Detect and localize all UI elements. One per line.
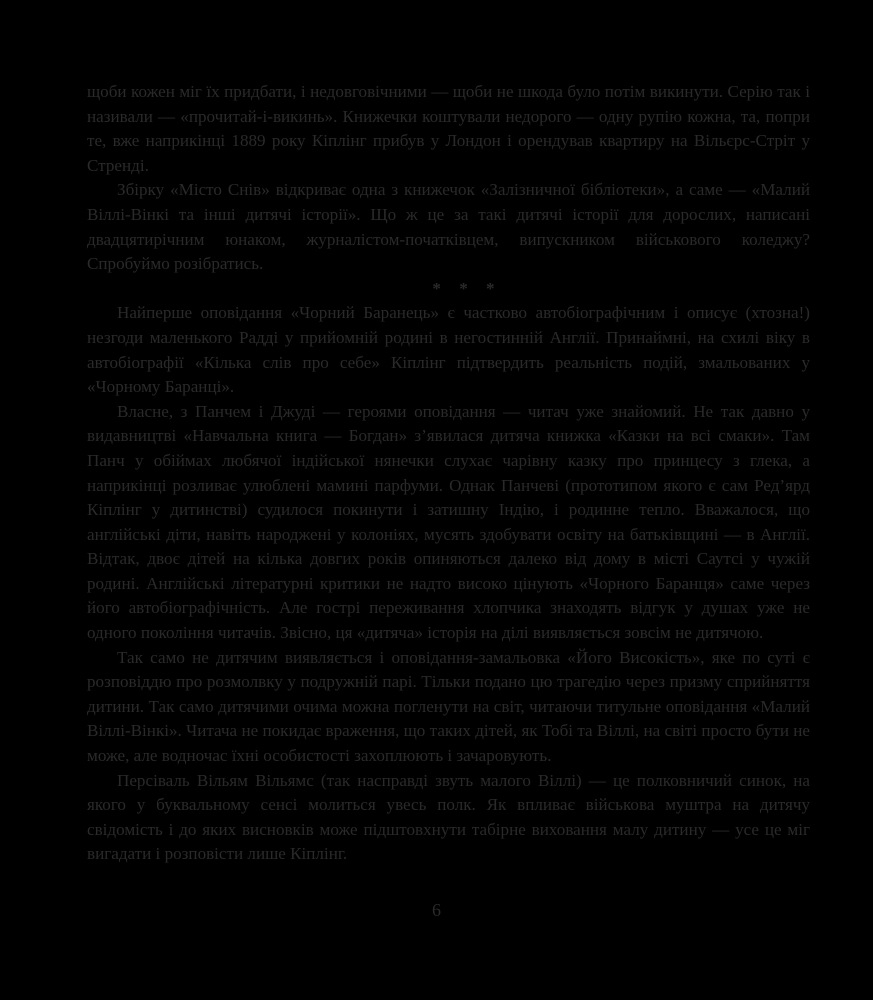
paragraph: Персіваль Вільям Вільямс (так насправді звуть малого Віллі) — це полковничий синок, на якого у буквальному сенсі молиться увесь полк. Як впливає військова муштра на дитячу свідомість і до яких висновків може підштовхнути табірне виховання малу дитину — усе це міг вигадати і розповісти лише Кіплінг.	[87, 770, 810, 864]
paragraph: Так само не дитячим виявляється і оповідання-замальовка «Його Високість», яке по суті є розповіддю про розмолвку у подружній парі. Тільки подано цю трагедію через призму сприйняття дитини. Так само дитячими очима можна погленути на світ, читаючи титульне оповідання «Малий Віллі-Вінкі». Читача не покидає враження, що таких дітей, як Тобі та Віллі, на світі просто бути не може, але водночас їхні особистості захоплюють і зачаровують.	[87, 647, 810, 766]
section-separator: * * *	[432, 278, 502, 298]
paragraph: щоби кожен міг їх придбати, і недовговічними — щоби не шкода було потім викинути. Серію так і називали — «прочитай-і-викинь». Книжечки коштували недорого — одну рупію кожна, та, попри те, вже наприкінці 1889 року Кіплінг прибув у Лондон і орендував квартиру на Вільєрс-Стріт у Стренді.	[87, 82, 810, 175]
page-body	[87, 80, 810, 867]
paragraph: Власне, з Панчем і Джуді — героями оповідання — читач уже знайомий. Не так давно у видавництві «Навчальна книга — Богдан» з’явилася дитяча книжка «Казки на всі смаки». Там Панч у обіймах любячої індійської нянечки слухає чарівну казку про принцесу з глека, а наприкінці розливає улюблені мамині парфуми. Однак Панчеві (прототипом якого є сам Ред’ярд Кіплінг у дитинстві) судилося покинути і затишну Індію, і родинне тепло. Вважалося, що англійські діти, навіть народжені у колоніях, мусять здобувати освіту на батьківщині — в Англії. Відтак, двоє дітей на кілька довгих років опиняються далеко від дому в місті Саутсі у чужій родині. Англійські літературні критики не надто високо цінують «Чорного Баранця» саме через його автобіографічність. Але гострі переживання хлопчика знаходять відгук у душах уже не одного покоління читачів. Звісно, ця «дитяча» історія на ділі виявляється зовсім не дитячою.	[87, 401, 810, 643]
paragraph: Збірку «Місто Снів» відкриває одна з книжечок «Залізничної бібліотеки», а саме — «Малий Віллі-Вінкі та інші дитячі історії». Що ж це за такі дитячі історії для дорослих, написані двадцятирічним юнаком, журналістом-початківцем, випускником військового коледжу? Спробуймо розібратись.	[87, 180, 810, 274]
paragraph: Найперше оповідання «Чорний Баранець» є частково автобіографічним і описує (хтозна!) незгоди маленького Радді у прийомній родині в негостинній Англії. Принаймні, на схилі віку в автобіографії «Кілька слів про себе» Кіплінг підтвердить реальність подій, змальованих у «Чорному Баранці».	[87, 303, 810, 397]
page-number: 6	[432, 900, 441, 920]
